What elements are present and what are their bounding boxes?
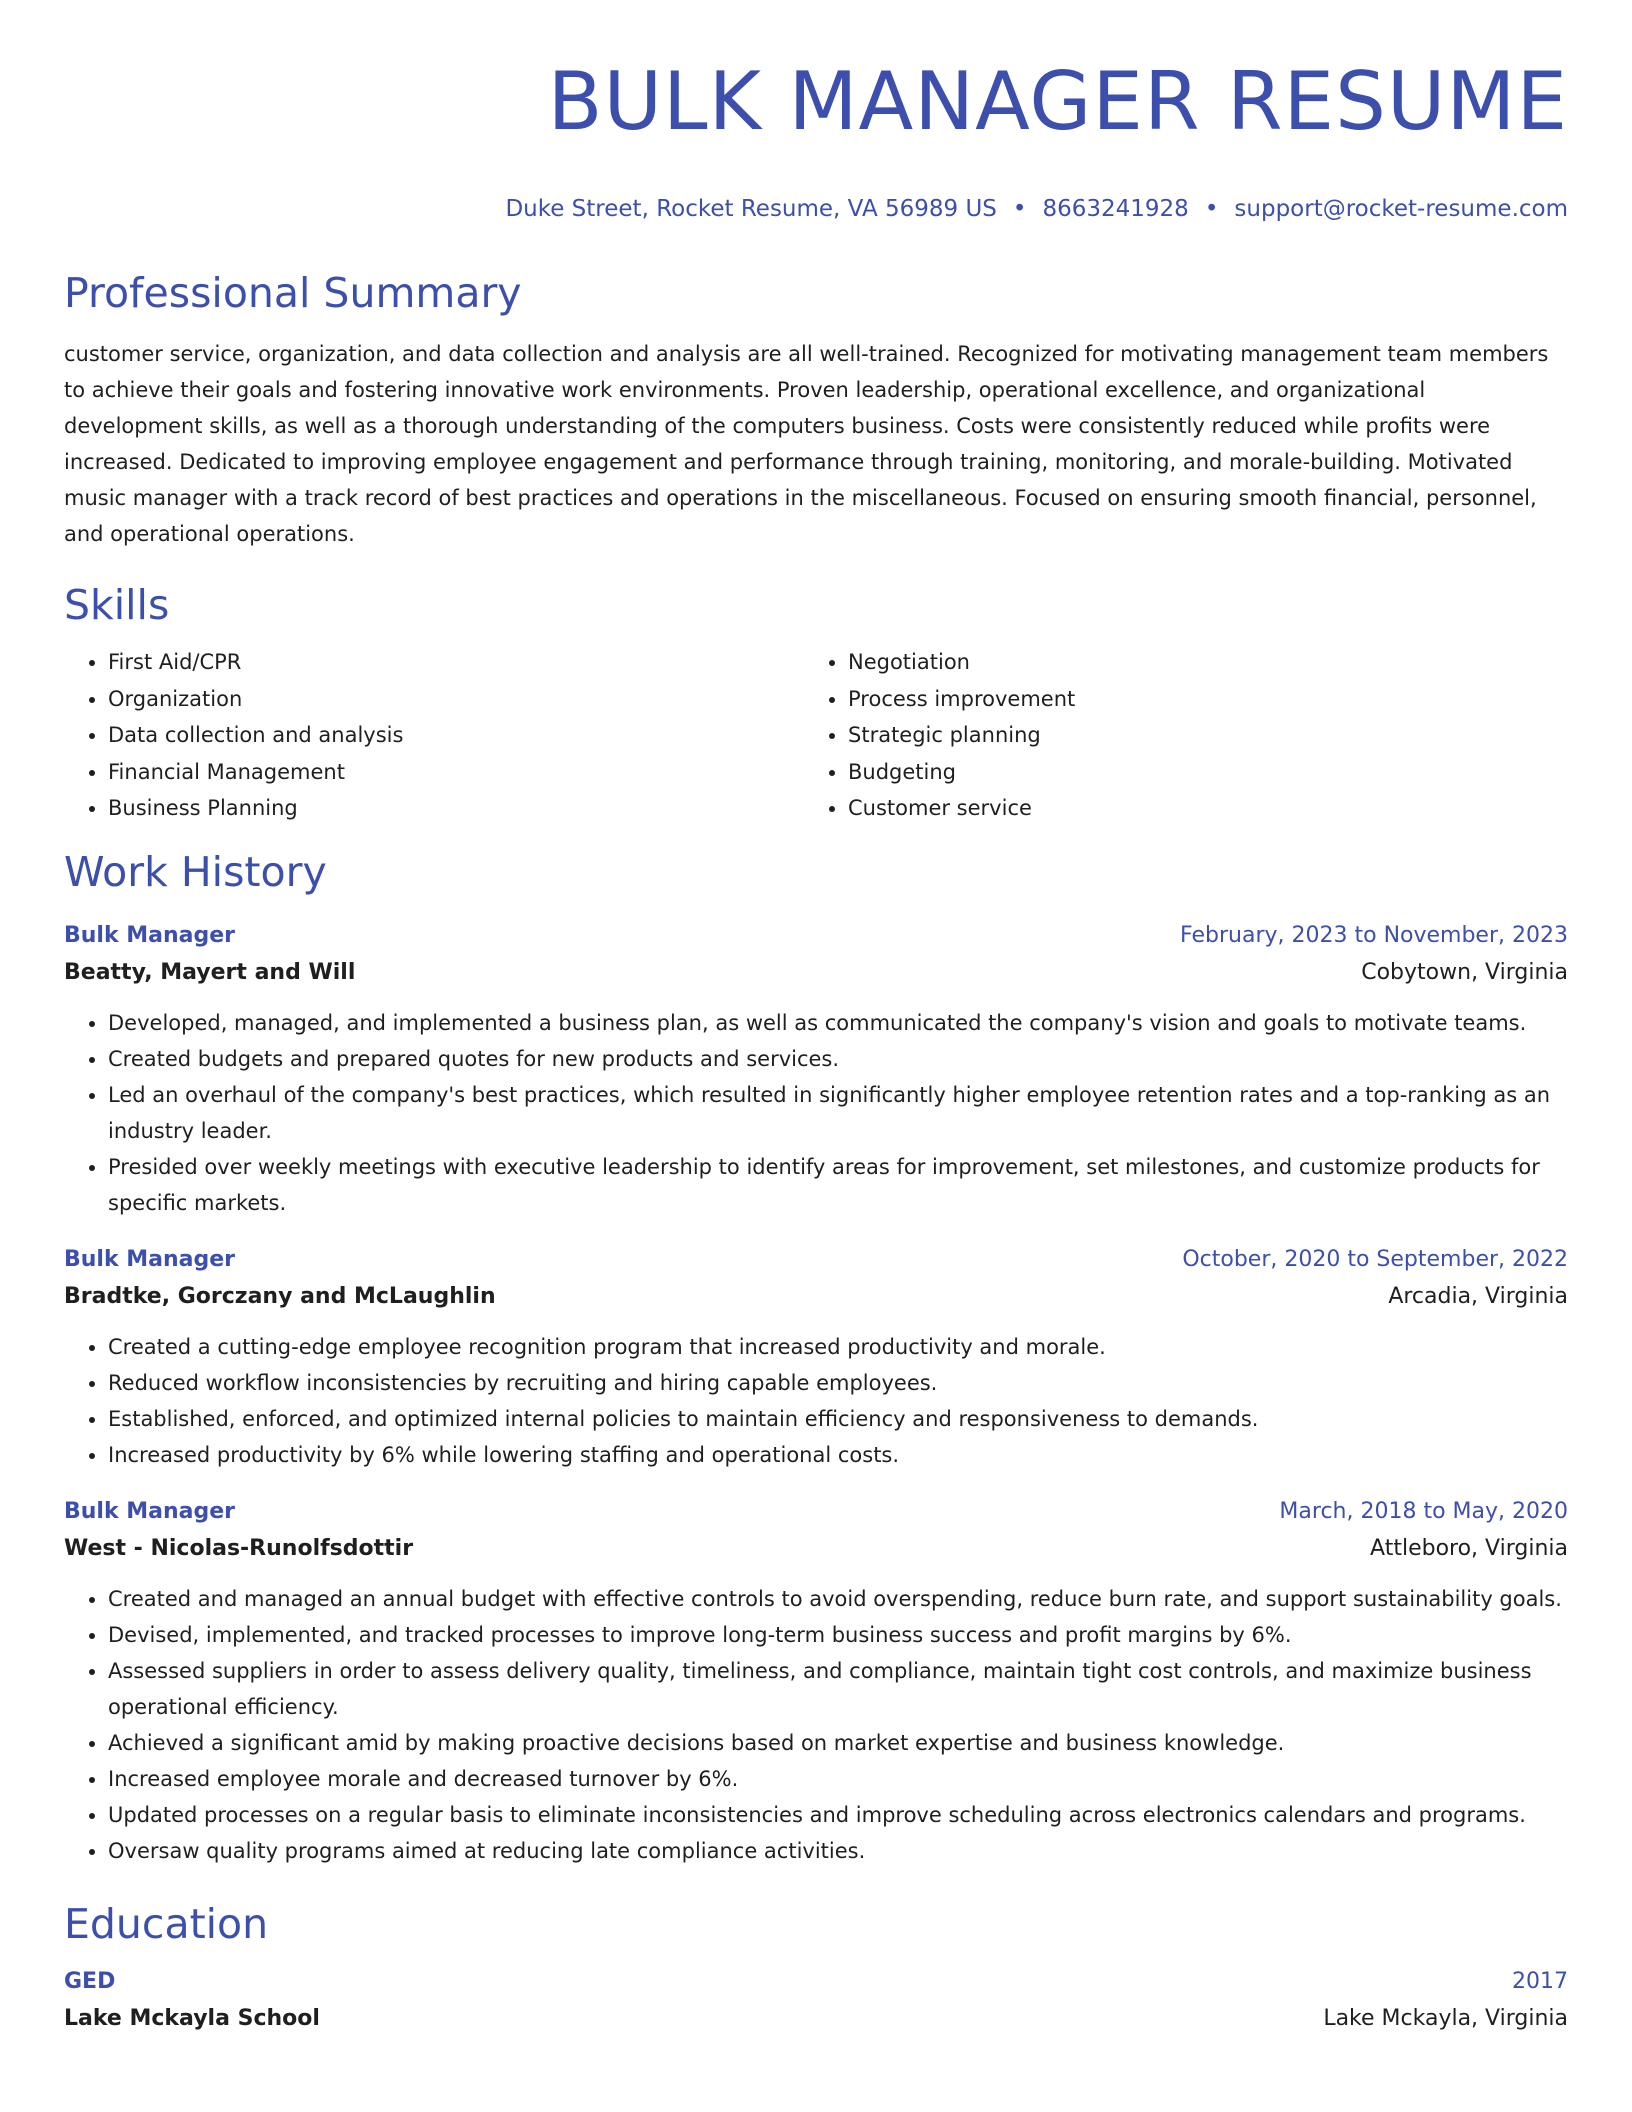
job-entry <box>64 1495 1568 1869</box>
summary-text: customer service, organization, and data collection and analysis are all well-trained. Recognized for motivating management team members to achieve their goals and fostering innovative work environments. Proven leadership, operational excellence, and organizational development skills, as well as a thorough understanding of the computers business. Costs were consistently reduced while profits were increased. Dedicated to improving employee engagement and performance through training, monitoring, and morale-building. Motivated music manager with a track record of best practices and operations in the miscellaneous. Focused on ensuring smooth financial, personnel, and operational operations. <box>64 342 1549 546</box>
job-bullet: • Established, enforced, and optimized internal policies to maintain efficiency and responsiveness to demands. <box>108 1401 1568 1437</box>
job-bullet: • Updated processes on a regular basis to eliminate inconsistencies and improve scheduling across electronics calendars and programs. <box>108 1797 1568 1833</box>
education-location: Lake Mckayla, Virginia <box>1323 2005 1568 2031</box>
skill-item: • Customer service <box>848 790 1568 827</box>
job-location: Cobytown, Virginia <box>1361 959 1568 985</box>
job-bullet: • Increased productivity by 6% while lowering staffing and operational costs. <box>108 1437 1568 1473</box>
job-bullet: • Created and managed an annual budget with effective controls to avoid overspending, reduce burn rate, and support sustainability goals. <box>108 1581 1568 1617</box>
skill-item: • Organization <box>108 681 804 718</box>
job-bullet: • Reduced workflow inconsistencies by recruiting and hiring capable employees. <box>108 1365 1568 1401</box>
job-dates: October, 2020 to September, 2022 <box>1182 1246 1568 1272</box>
job-title: Bulk Manager <box>64 1498 236 1524</box>
job-bullet: • Assessed suppliers in order to assess delivery quality, timeliness, and compliance, maintain tight cost controls, and maximize business operational efficiency. <box>108 1653 1568 1725</box>
job-company: West - Nicolas-Runolfsdottir <box>64 1535 414 1561</box>
skills-list <box>64 644 1568 827</box>
skill-item: • Strategic planning <box>848 717 1568 754</box>
skill-item: • Financial Management <box>108 754 804 791</box>
job-bullet: • Oversaw quality programs aimed at reducing late compliance activities. <box>108 1833 1568 1869</box>
job-dates: February, 2023 to November, 2023 <box>1180 922 1568 948</box>
education-degree-row <box>64 1965 1568 1999</box>
education-entry <box>64 1965 1568 2039</box>
job-bullets <box>64 1581 1568 1869</box>
job-bullet: • Presided over weekly meetings with executive leadership to identify areas for improvement, set milestones, and customize products for specific markets. <box>108 1149 1568 1221</box>
job-bullet: • Created budgets and prepared quotes for new products and services. <box>108 1041 1568 1077</box>
job-bullet: • Devised, implemented, and tracked processes to improve long-term business success and profit margins by 6%. <box>108 1617 1568 1653</box>
education-school-row <box>64 1999 1568 2039</box>
job-company-row <box>64 953 1568 993</box>
resume-name: BULK MANAGER RESUME <box>547 55 1568 148</box>
contact-email[interactable]: support@rocket-resume.com <box>1234 196 1568 222</box>
job-entry <box>64 919 1568 1221</box>
education-school: Lake Mckayla School <box>64 2005 320 2031</box>
education-degree: GED <box>64 1968 116 1994</box>
summary-heading: Professional Summary <box>64 269 522 317</box>
skill-item: • Negotiation <box>848 644 1568 681</box>
job-bullets <box>64 1005 1568 1221</box>
education-heading: Education <box>64 1899 269 1948</box>
contact-separator: • <box>1204 196 1219 222</box>
job-title-row <box>64 919 1568 953</box>
contact-address: Duke Street, Rocket Resume, VA 56989 US <box>505 196 997 222</box>
skill-item: • Data collection and analysis <box>108 717 804 754</box>
job-company-row <box>64 1529 1568 1569</box>
work-history-heading: Work History <box>64 847 327 896</box>
job-title-row <box>64 1243 1568 1277</box>
job-bullets <box>64 1329 1568 1473</box>
contact-line <box>64 194 1568 224</box>
skills-heading: Skills <box>64 581 170 629</box>
job-company: Bradtke, Gorczany and McLaughlin <box>64 1283 496 1309</box>
contact-phone: 8663241928 <box>1042 196 1189 222</box>
job-company-row <box>64 1277 1568 1317</box>
job-bullet: • Increased employee morale and decreased turnover by 6%. <box>108 1761 1568 1797</box>
job-title: Bulk Manager <box>64 922 236 948</box>
resume-header <box>64 0 1568 224</box>
job-bullet: • Developed, managed, and implemented a business plan, as well as communicated the company's vision and goals to motivate teams. <box>108 1005 1568 1041</box>
job-company: Beatty, Mayert and Will <box>64 959 356 985</box>
job-dates: March, 2018 to May, 2020 <box>1279 1498 1568 1524</box>
skills-column-right <box>804 644 1568 827</box>
job-bullet: • Led an overhaul of the company's best practices, which resulted in significantly higher employee retention rates and a top-ranking as an industry leader. <box>108 1077 1568 1149</box>
skill-item: • First Aid/CPR <box>108 644 804 681</box>
contact-separator: • <box>1012 196 1027 222</box>
skill-item: • Process improvement <box>848 681 1568 718</box>
job-entry <box>64 1243 1568 1473</box>
job-bullet: • Achieved a significant amid by making proactive decisions based on market expertise and business knowledge. <box>108 1725 1568 1761</box>
job-bullet: • Created a cutting-edge employee recognition program that increased productivity and morale. <box>108 1329 1568 1365</box>
skills-column-left <box>64 644 804 827</box>
skill-item: • Business Planning <box>108 790 804 827</box>
job-title-row <box>64 1495 1568 1529</box>
job-location: Attleboro, Virginia <box>1370 1535 1568 1561</box>
skill-item: • Budgeting <box>848 754 1568 791</box>
education-year: 2017 <box>1512 1968 1568 1994</box>
job-location: Arcadia, Virginia <box>1388 1283 1568 1309</box>
job-title: Bulk Manager <box>64 1246 236 1272</box>
